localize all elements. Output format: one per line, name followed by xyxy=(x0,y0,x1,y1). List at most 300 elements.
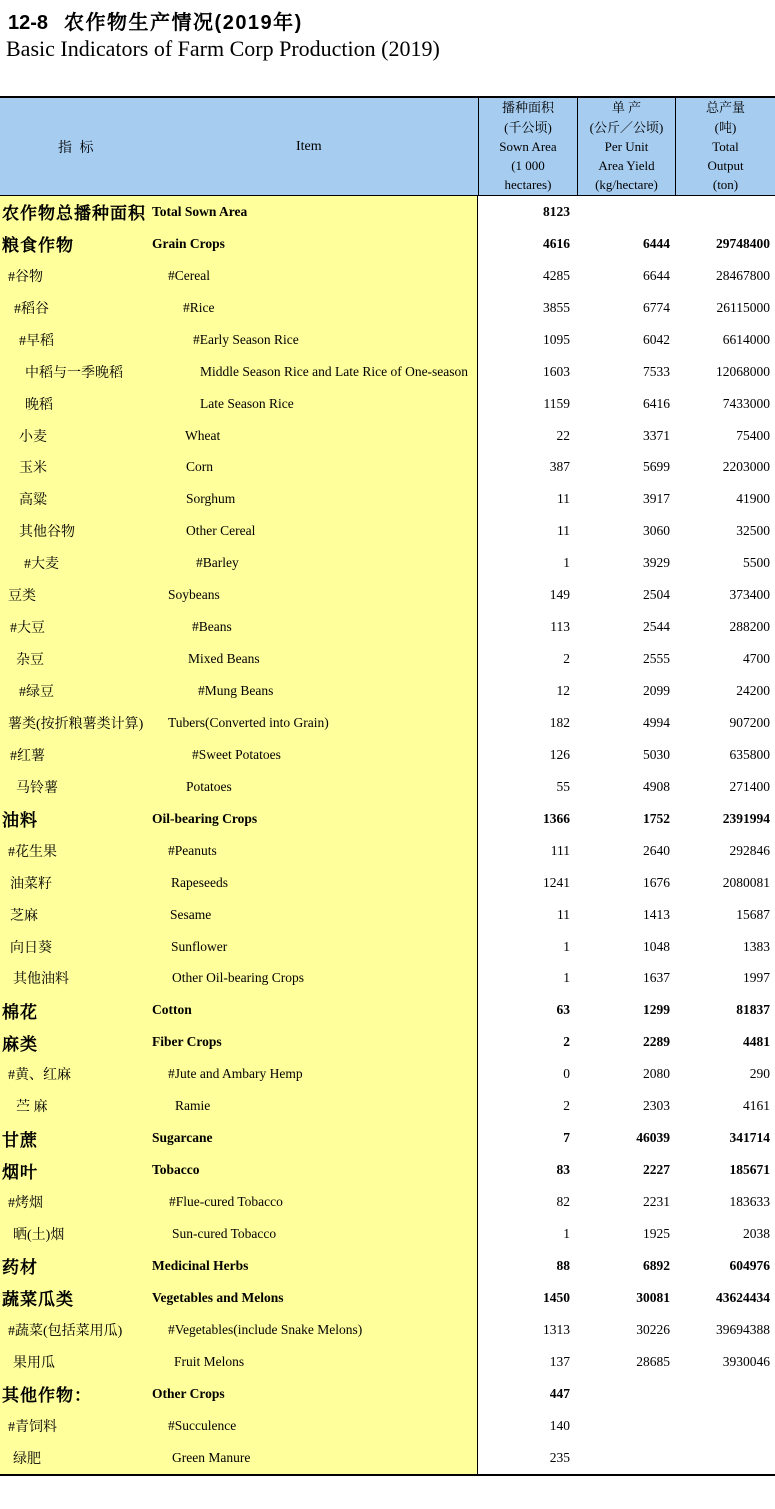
row-label-en: #Beans xyxy=(192,619,232,635)
row-label-cn: 甘蔗 xyxy=(2,1130,38,1150)
table-row xyxy=(0,1154,775,1186)
row-label-cell xyxy=(0,867,478,899)
table-row xyxy=(0,963,775,995)
cell-sown-area: 1 xyxy=(563,970,570,986)
cell-unit-yield: 6416 xyxy=(643,395,670,411)
cell-total-output: 6614000 xyxy=(722,331,770,347)
cell-sown-area: 63 xyxy=(556,1002,570,1018)
table-header xyxy=(0,96,775,196)
cell-total-output: 41900 xyxy=(736,491,770,507)
row-label-cell xyxy=(0,324,478,356)
cell-sown-area: 2 xyxy=(563,1098,570,1114)
row-label-cell xyxy=(0,1314,478,1346)
table-row xyxy=(0,260,775,292)
cell-sown-area: 126 xyxy=(549,746,570,762)
row-label-cn: 其他作物： xyxy=(2,1386,92,1406)
table-row xyxy=(0,228,775,260)
row-label-en: Other Cereal xyxy=(186,523,256,539)
table-number: 12-8 xyxy=(8,12,49,34)
cell-unit-yield xyxy=(577,1378,670,1410)
cell-unit-yield: 5699 xyxy=(643,459,670,475)
row-label-cell xyxy=(0,803,478,835)
row-label-en: Middle Season Rice and Late Rice of One-season xyxy=(200,363,469,379)
cell-sown-area: 113 xyxy=(550,619,570,635)
cell-sown-area: 1095 xyxy=(543,331,570,347)
table-row xyxy=(0,899,775,931)
cell-sown-area: 447 xyxy=(549,1385,570,1401)
table-row xyxy=(0,643,775,675)
table-row xyxy=(0,867,775,899)
row-label-en: Sugarcane xyxy=(152,1130,213,1146)
table-row xyxy=(0,1058,775,1090)
row-label-cell xyxy=(0,1378,478,1410)
header-line: Area Yield xyxy=(598,158,655,174)
row-label-en: #Rice xyxy=(183,299,215,315)
cell-total-output: 373400 xyxy=(729,587,770,603)
cell-unit-yield: 6774 xyxy=(643,299,670,315)
row-label-en: #Jute and Ambary Hemp xyxy=(168,1066,303,1082)
row-label-cell xyxy=(0,707,478,739)
cell-total-output xyxy=(675,1410,770,1442)
cell-total-output: 12068000 xyxy=(716,363,770,379)
row-label-cell xyxy=(0,1218,478,1250)
row-label-cn: 晒(土)烟 xyxy=(13,1227,65,1243)
cell-sown-area: 8123 xyxy=(543,203,570,219)
cell-sown-area: 83 xyxy=(556,1162,570,1178)
cell-sown-area: 1313 xyxy=(543,1321,570,1337)
row-label-cell xyxy=(0,739,478,771)
cell-total-output: 43624434 xyxy=(716,1289,770,1305)
row-label-cn: 晚稻 xyxy=(25,397,53,413)
cell-unit-yield: 2303 xyxy=(643,1098,670,1114)
row-label-cn: 棉花 xyxy=(2,1002,38,1022)
cell-sown-area: 55 xyxy=(556,778,570,794)
cell-total-output: 7433000 xyxy=(722,395,770,411)
table-row xyxy=(0,1282,775,1314)
row-label-en: Total Sown Area xyxy=(152,203,248,219)
row-label-cell xyxy=(0,356,478,388)
cell-unit-yield: 2227 xyxy=(643,1162,670,1178)
cell-total-output: 2203000 xyxy=(722,459,770,475)
cell-total-output: 183633 xyxy=(729,1194,770,1210)
header-line: 播种面积 xyxy=(501,100,554,116)
row-label-cn: 杂豆 xyxy=(16,653,44,669)
row-label-cn: 马铃薯 xyxy=(16,780,58,796)
row-label-cell xyxy=(0,228,478,260)
cell-unit-yield: 2504 xyxy=(643,587,670,603)
cell-total-output xyxy=(675,1378,770,1410)
row-label-en: #Sweet Potatoes xyxy=(192,746,281,762)
table-row xyxy=(0,1218,775,1250)
table-row xyxy=(0,1346,775,1378)
row-label-cell xyxy=(0,835,478,867)
cell-total-output: 3930046 xyxy=(722,1353,770,1369)
row-label-en: Rapeseeds xyxy=(171,874,228,890)
header-line: Output xyxy=(707,158,744,174)
row-label-cell xyxy=(0,1090,478,1122)
header-line: Per Unit xyxy=(604,138,649,154)
row-label-cn: 粮食作物 xyxy=(2,236,74,256)
row-label-cell xyxy=(0,1346,478,1378)
cell-sown-area: 22 xyxy=(556,427,570,443)
table-row xyxy=(0,771,775,803)
table-row xyxy=(0,1090,775,1122)
header-indicator-label: 指 标 xyxy=(58,140,96,156)
row-label-cell xyxy=(0,963,478,995)
cell-sown-area: 149 xyxy=(549,587,570,603)
row-label-cn: 烟叶 xyxy=(2,1162,38,1182)
cell-sown-area: 140 xyxy=(549,1417,570,1433)
row-label-en: Cotton xyxy=(152,1002,192,1018)
cell-total-output: 292846 xyxy=(729,842,770,858)
cell-sown-area: 4285 xyxy=(543,267,570,283)
table-row xyxy=(0,1186,775,1218)
table-row xyxy=(0,739,775,771)
row-label-en: #Succulence xyxy=(168,1417,237,1433)
table-row xyxy=(0,483,775,515)
row-label-cn: 果用瓜 xyxy=(13,1355,55,1371)
cell-unit-yield xyxy=(577,1442,670,1474)
cell-unit-yield: 6042 xyxy=(643,331,670,347)
row-label-en: #Mung Beans xyxy=(198,683,274,699)
cell-total-output: 907200 xyxy=(729,714,770,730)
table-row xyxy=(0,994,775,1026)
row-label-en: Sesame xyxy=(170,906,212,922)
cell-total-output: 39694388 xyxy=(716,1321,770,1337)
cell-sown-area: 1159 xyxy=(543,395,570,411)
cell-unit-yield: 2544 xyxy=(643,619,670,635)
cell-sown-area: 11 xyxy=(557,491,570,507)
header-line: 单 产 xyxy=(611,100,642,116)
cell-total-output: 4700 xyxy=(743,651,770,667)
cell-total-output: 288200 xyxy=(729,619,770,635)
row-label-en: Grain Crops xyxy=(152,235,225,251)
table-row xyxy=(0,803,775,835)
header-line: Total xyxy=(712,138,739,154)
header-line: (ton) xyxy=(712,177,739,193)
cell-total-output: 635800 xyxy=(729,746,770,762)
cell-total-output: 28467800 xyxy=(716,267,770,283)
row-label-cell xyxy=(0,1186,478,1218)
row-label-cn: 芝麻 xyxy=(10,908,38,924)
table-row xyxy=(0,611,775,643)
row-label-cell xyxy=(0,1282,478,1314)
cell-unit-yield: 30081 xyxy=(636,1289,670,1305)
row-label-cn: #大麦 xyxy=(24,557,59,573)
row-label-cell xyxy=(0,1410,478,1442)
row-label-en: Green Manure xyxy=(172,1449,251,1465)
header-line: hectares) xyxy=(504,177,552,193)
cell-total-output: 2391994 xyxy=(722,810,770,826)
cell-sown-area: 12 xyxy=(556,683,570,699)
row-label-en: Fiber Crops xyxy=(152,1034,222,1050)
page-subtitle-en: Basic Indicators of Farm Corp Production (2019) xyxy=(6,36,440,61)
table-row xyxy=(0,1378,775,1410)
row-label-cell xyxy=(0,483,478,515)
cell-sown-area: 82 xyxy=(556,1194,570,1210)
cell-unit-yield: 1752 xyxy=(643,810,670,826)
row-label-en: Late Season Rice xyxy=(200,395,294,411)
cell-unit-yield: 6444 xyxy=(643,235,670,251)
cell-unit-yield: 2640 xyxy=(643,842,670,858)
row-label-en: Other Crops xyxy=(152,1385,225,1401)
cell-sown-area: 11 xyxy=(557,906,570,922)
row-label-cn: #早稻 xyxy=(19,333,54,349)
row-label-cn: 玉米 xyxy=(19,461,47,477)
row-label-en: #Peanuts xyxy=(168,842,217,858)
cell-total-output: 24200 xyxy=(736,683,770,699)
row-label-cell xyxy=(0,388,478,420)
row-label-cell xyxy=(0,643,478,675)
row-label-cell xyxy=(0,579,478,611)
cell-sown-area: 1450 xyxy=(543,1289,570,1305)
row-label-cell xyxy=(0,292,478,324)
cell-total-output: 1997 xyxy=(743,970,770,986)
cell-sown-area: 88 xyxy=(556,1257,570,1273)
row-label-cell xyxy=(0,1442,478,1474)
table-row xyxy=(0,420,775,452)
cell-sown-area: 1 xyxy=(563,938,570,954)
cell-total-output: 290 xyxy=(749,1066,770,1082)
cell-unit-yield xyxy=(577,196,670,228)
cell-unit-yield: 2231 xyxy=(643,1194,670,1210)
table-row xyxy=(0,324,775,356)
cell-unit-yield: 2080 xyxy=(643,1066,670,1082)
row-label-cn: 苎 麻 xyxy=(16,1100,48,1116)
cell-total-output: 341714 xyxy=(729,1130,770,1146)
header-line: Sown Area xyxy=(499,138,557,154)
row-label-en: Sorghum xyxy=(186,491,236,507)
table-row xyxy=(0,515,775,547)
row-label-en: Mixed Beans xyxy=(188,651,260,667)
table-row xyxy=(0,1314,775,1346)
row-label-en: Tobacco xyxy=(152,1162,200,1178)
cell-unit-yield: 3060 xyxy=(643,523,670,539)
row-label-cell xyxy=(0,1058,478,1090)
row-label-cell xyxy=(0,547,478,579)
row-label-en: Potatoes xyxy=(186,778,232,794)
cell-sown-area: 387 xyxy=(549,459,570,475)
row-label-cn: #青饲料 xyxy=(8,1419,57,1435)
cell-total-output: 32500 xyxy=(736,523,770,539)
row-label-cell xyxy=(0,515,478,547)
cell-unit-yield: 30226 xyxy=(636,1321,670,1337)
header-col-total-output xyxy=(675,98,775,195)
cell-unit-yield: 1048 xyxy=(643,938,670,954)
cell-sown-area: 3855 xyxy=(543,299,570,315)
row-label-en: Tubers(Converted into Grain) xyxy=(168,714,329,730)
cell-unit-yield: 46039 xyxy=(636,1130,670,1146)
row-label-en: #Barley xyxy=(196,555,239,571)
cell-total-output: 4161 xyxy=(743,1098,770,1114)
cell-total-output: 2080081 xyxy=(722,874,770,890)
cell-unit-yield: 1676 xyxy=(643,874,670,890)
table-row xyxy=(0,675,775,707)
cell-sown-area: 235 xyxy=(549,1449,570,1465)
cell-unit-yield: 3929 xyxy=(643,555,670,571)
header-line: (kg/hectare) xyxy=(595,177,658,193)
cell-sown-area: 2 xyxy=(563,651,570,667)
cell-sown-area: 1603 xyxy=(543,363,570,379)
cell-total-output: 4481 xyxy=(743,1034,770,1050)
header-item-label: Item xyxy=(296,138,322,154)
cell-sown-area: 0 xyxy=(563,1066,570,1082)
row-label-en: Ramie xyxy=(175,1098,211,1114)
table-row xyxy=(0,1442,775,1474)
table-row xyxy=(0,1026,775,1058)
table-row xyxy=(0,1410,775,1442)
header-line: (吨) xyxy=(714,119,737,135)
header-line: (公斤／公顷) xyxy=(589,119,664,135)
row-label-cn: 其他谷物 xyxy=(19,525,75,541)
row-label-cn: #谷物 xyxy=(8,269,43,285)
header-col-sown-area xyxy=(478,98,577,195)
table-body xyxy=(0,196,775,1476)
table-row xyxy=(0,196,775,228)
row-label-cell xyxy=(0,611,478,643)
statistics-table xyxy=(0,96,775,1476)
cell-unit-yield: 1637 xyxy=(643,970,670,986)
cell-total-output: 15687 xyxy=(736,906,770,922)
row-label-cn: 油菜籽 xyxy=(10,876,52,892)
table-row xyxy=(0,579,775,611)
cell-total-output xyxy=(675,1442,770,1474)
header-col-unit-yield xyxy=(577,98,675,195)
cell-unit-yield: 6892 xyxy=(643,1257,670,1273)
row-label-cn: #花生果 xyxy=(8,844,57,860)
row-label-cell xyxy=(0,420,478,452)
cell-total-output: 75400 xyxy=(736,427,770,443)
row-label-cell xyxy=(0,931,478,963)
row-label-cn: 向日葵 xyxy=(10,940,52,956)
cell-total-output: 81837 xyxy=(736,1002,770,1018)
cell-unit-yield: 7533 xyxy=(643,363,670,379)
cell-sown-area: 11 xyxy=(557,523,570,539)
row-label-cell xyxy=(0,994,478,1026)
row-label-cn: #红薯 xyxy=(10,748,45,764)
row-label-cn: #烤烟 xyxy=(8,1196,43,1212)
cell-sown-area: 137 xyxy=(549,1353,570,1369)
cell-sown-area: 111 xyxy=(550,842,570,858)
header-line: 总产量 xyxy=(705,100,745,116)
row-label-en: #Early Season Rice xyxy=(193,331,299,347)
row-label-cn: 豆类 xyxy=(8,589,36,605)
row-label-en: Soybeans xyxy=(168,587,220,603)
table-row xyxy=(0,1250,775,1282)
cell-total-output: 271400 xyxy=(729,778,770,794)
table-row xyxy=(0,707,775,739)
row-label-en: Sun-cured Tobacco xyxy=(172,1225,277,1241)
cell-sown-area: 182 xyxy=(549,714,570,730)
cell-total-output xyxy=(675,196,770,228)
row-label-cn: 蔬菜瓜类 xyxy=(2,1290,74,1310)
cell-unit-yield: 3371 xyxy=(643,427,670,443)
row-label-cell xyxy=(0,196,478,228)
row-label-cn: 麻类 xyxy=(2,1034,38,1054)
row-label-cn: 其他油料 xyxy=(13,972,69,988)
cell-unit-yield: 5030 xyxy=(643,746,670,762)
row-label-cell xyxy=(0,452,478,484)
row-label-cn: 药材 xyxy=(2,1258,38,1278)
table-row xyxy=(0,547,775,579)
row-label-en: Fruit Melons xyxy=(174,1353,245,1369)
cell-unit-yield: 4908 xyxy=(643,778,670,794)
cell-unit-yield: 1925 xyxy=(643,1225,670,1241)
cell-unit-yield: 2289 xyxy=(643,1034,670,1050)
row-label-en: Oil-bearing Crops xyxy=(152,810,258,826)
row-label-cell xyxy=(0,771,478,803)
row-label-cn: #绿豆 xyxy=(19,685,54,701)
table-row xyxy=(0,1122,775,1154)
cell-total-output: 1383 xyxy=(743,938,770,954)
row-label-en: Wheat xyxy=(185,427,221,443)
cell-total-output: 5500 xyxy=(743,555,770,571)
cell-unit-yield: 1299 xyxy=(643,1002,670,1018)
cell-unit-yield: 3917 xyxy=(643,491,670,507)
cell-sown-area: 1 xyxy=(563,1225,570,1241)
row-label-en: Corn xyxy=(186,459,213,475)
cell-unit-yield: 4994 xyxy=(643,714,670,730)
row-label-cell xyxy=(0,1026,478,1058)
cell-unit-yield: 2555 xyxy=(643,651,670,667)
row-label-cn: 小麦 xyxy=(19,429,47,445)
row-label-en: Sunflower xyxy=(171,938,228,954)
page-title xyxy=(8,6,303,35)
cell-sown-area: 1 xyxy=(563,555,570,571)
cell-unit-yield: 6644 xyxy=(643,267,670,283)
row-label-cn: #蔬菜(包括菜用瓜) xyxy=(8,1323,123,1339)
cell-total-output: 185671 xyxy=(729,1162,770,1178)
row-label-en: Other Oil-bearing Crops xyxy=(172,970,304,986)
table-row xyxy=(0,388,775,420)
cell-unit-yield xyxy=(577,1410,670,1442)
row-label-cn: 油料 xyxy=(2,811,38,831)
row-label-cell xyxy=(0,1154,478,1186)
table-row xyxy=(0,931,775,963)
table-row xyxy=(0,292,775,324)
cell-total-output: 26115000 xyxy=(716,299,770,315)
table-row xyxy=(0,835,775,867)
row-label-en: #Flue-cured Tobacco xyxy=(169,1194,283,1210)
row-label-en: #Cereal xyxy=(168,267,210,283)
cell-sown-area: 2 xyxy=(563,1034,570,1050)
header-line: (1 000 xyxy=(511,158,545,174)
cell-sown-area: 1366 xyxy=(543,810,570,826)
row-label-cn: #稻谷 xyxy=(14,301,49,317)
cell-sown-area: 7 xyxy=(563,1130,570,1146)
row-label-cn: 绿肥 xyxy=(13,1451,41,1467)
row-label-cn: #大豆 xyxy=(10,621,45,637)
cell-unit-yield: 2099 xyxy=(643,683,670,699)
row-label-cn: 农作物总播种面积 xyxy=(2,204,146,224)
row-label-cn: 中稻与一季晚稻 xyxy=(25,365,123,381)
page-title-cn: 农作物生产情况(2019年) xyxy=(64,12,303,34)
header-line: (千公顷) xyxy=(504,119,552,135)
row-label-en: Vegetables and Melons xyxy=(152,1289,284,1305)
row-label-en: Medicinal Herbs xyxy=(152,1257,249,1273)
cell-unit-yield: 28685 xyxy=(636,1353,670,1369)
row-label-cn: 薯类(按折粮薯类计算) xyxy=(8,716,144,732)
row-label-cell xyxy=(0,675,478,707)
table-row xyxy=(0,452,775,484)
cell-total-output: 29748400 xyxy=(716,235,770,251)
row-label-cell xyxy=(0,899,478,931)
row-label-cell xyxy=(0,260,478,292)
row-label-cn: #黄、红麻 xyxy=(8,1068,71,1084)
row-label-cell xyxy=(0,1250,478,1282)
row-label-cell xyxy=(0,1122,478,1154)
cell-sown-area: 4616 xyxy=(543,235,570,251)
